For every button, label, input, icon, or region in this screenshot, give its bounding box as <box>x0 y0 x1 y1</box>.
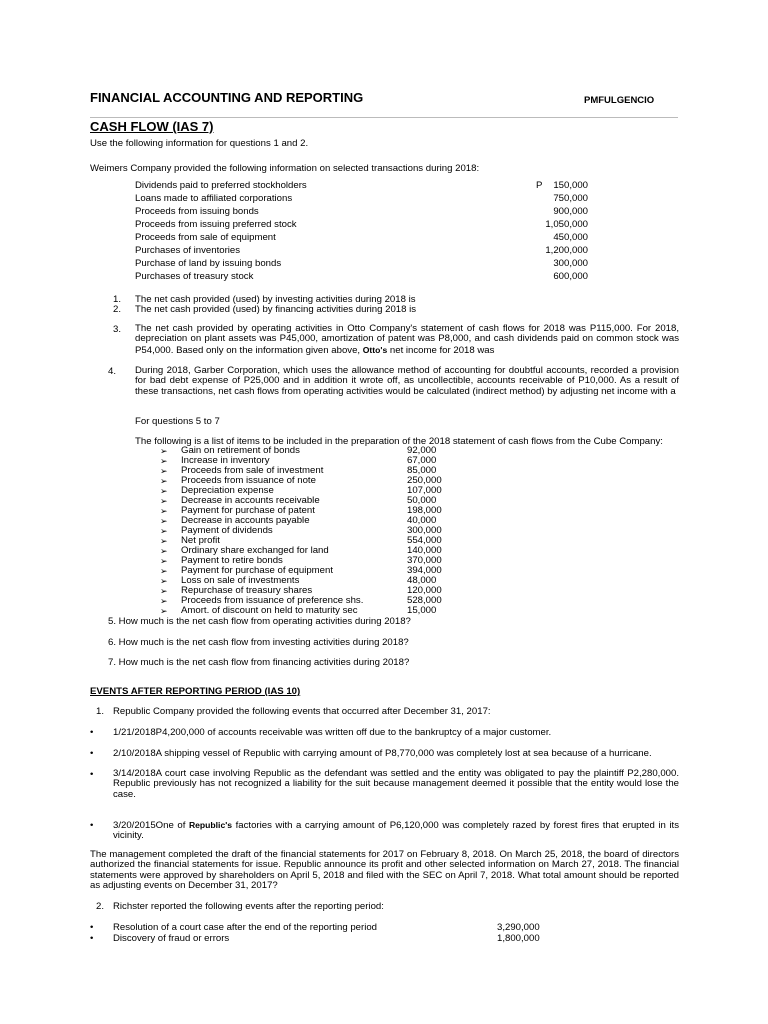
event-number: 2. <box>96 901 105 912</box>
arrow-bullet-icon: ➢ <box>160 476 168 486</box>
question-number: 2. <box>113 304 122 315</box>
cube-intro: The following is a list of items to be included in the preparation of the 2018 statement of cash flows from the Cube Company: <box>135 436 663 447</box>
arrow-bullet-icon: ➢ <box>160 556 168 566</box>
cube-item-amount: 48,000 <box>407 575 437 586</box>
event-bullet-1: 1/21/2018P4,200,000 of accounts receivable was written off due to the bankruptcy of a major customer. <box>113 727 552 738</box>
question-3-end: net income for 2018 was <box>389 344 495 356</box>
cashflow-intro: Use the following information for questions 1 and 2. <box>90 138 309 149</box>
author-name: PMFULGENCIO <box>584 95 655 106</box>
cube-item-label: Gain on retirement of bonds <box>181 445 300 456</box>
arrow-bullet-icon: ➢ <box>160 576 168 586</box>
question-3-text: The net cash provided by operating activities in Otto Company's statement of cash flows for 2018 was P115,000. For 2018, depreciation on plant assets was P45,000, amortization of patent was P8,000, and cash dividends paid on common stock was P54,000. Based only on the information given above, <box>135 323 679 356</box>
cube-item-amount: 92,000 <box>407 445 437 456</box>
question-7: 7. How much is the net cash flow from financing activities during 2018? <box>108 657 410 668</box>
cube-item-amount: 40,000 <box>407 515 437 526</box>
event-2-item-label: Discovery of fraud or errors <box>113 933 230 944</box>
questions-5-7-intro: For questions 5 to 7 <box>135 416 220 427</box>
weimers-intro: Weimers Company provided the following information on selected transactions during 2018: <box>90 163 480 174</box>
cube-item-label: Increase in inventory <box>181 455 270 466</box>
question-3 <box>135 324 679 356</box>
question-number: 3. <box>113 324 122 335</box>
transaction-amount: 450,000 <box>553 232 588 243</box>
cube-item-label: Decrease in accounts payable <box>181 515 310 526</box>
transaction-label: Purchases of inventories <box>135 245 241 256</box>
cube-item-label: Ordinary share exchanged for land <box>181 545 329 556</box>
cube-item-amount: 554,000 <box>407 535 442 546</box>
cube-item-amount: 120,000 <box>407 585 442 596</box>
cube-item-label: Proceeds from sale of investment <box>181 465 324 476</box>
cube-item-amount: 300,000 <box>407 525 442 536</box>
cube-item-label: Loss on sale of investments <box>181 575 300 586</box>
arrow-bullet-icon: ➢ <box>160 486 168 496</box>
events-heading: EVENTS AFTER REPORTING PERIOD (IAS 10) <box>90 686 301 697</box>
bullet: • <box>90 933 94 944</box>
transaction-label: Loans made to affiliated corporations <box>135 193 293 204</box>
event-bullet-2: 2/10/2018A shipping vessel of Republic with carrying amount of P8,770,000 was completely lost at sea because of a hurricane. <box>113 748 652 759</box>
transaction-label: Proceeds from issuing preferred stock <box>135 219 297 230</box>
arrow-bullet-icon: ➢ <box>160 496 168 506</box>
event-bullet-4 <box>113 820 679 842</box>
event-2-item-amount: 3,290,000 <box>497 922 540 933</box>
bullet: • <box>90 820 94 831</box>
question-6: 6. How much is the net cash flow from investing activities during 2018? <box>108 637 409 648</box>
question-4: During 2018, Garber Corporation, which uses the allowance method of accounting for doubtful accounts, recorded a provision for bad debt expense of P25,000 and in addition it wrote off, as uncollectible, accounts receivable of P10,000. As a result of these transactions, net cash flows from operating activities would be calculated (indirect method) by adjusting net income with a <box>135 365 679 397</box>
cashflow-heading: CASH FLOW (IAS 7) <box>90 119 214 134</box>
transaction-amount: 150,000 <box>553 180 588 191</box>
bullet: • <box>90 727 94 738</box>
transaction-amount: 900,000 <box>553 206 588 217</box>
cube-item-amount: 140,000 <box>407 545 442 556</box>
event-bullet-4-text: 3/20/2015One of <box>113 820 186 831</box>
transaction-label: Proceeds from sale of equipment <box>135 232 276 243</box>
cube-item-label: Repurchase of treasury shares <box>181 585 313 596</box>
cube-item-label: Proceeds from issuance of note <box>181 475 316 486</box>
cube-item-amount: 85,000 <box>407 465 437 476</box>
transaction-label: Purchases of treasury stock <box>135 271 254 282</box>
cube-item-amount: 15,000 <box>407 605 437 616</box>
arrow-bullet-icon: ➢ <box>160 526 168 536</box>
transaction-amount: 600,000 <box>553 271 588 282</box>
transaction-amount: 1,200,000 <box>545 245 588 256</box>
arrow-bullet-icon: ➢ <box>160 506 168 516</box>
transaction-amount: 1,050,000 <box>545 219 588 230</box>
event-1-intro: Republic Company provided the following events that occurred after December 31, 2017: <box>113 706 491 717</box>
cube-item-label: Amort. of discount on held to maturity sec <box>181 605 358 616</box>
arrow-bullet-icon: ➢ <box>160 596 168 606</box>
cube-item-label: Proceeds from issuance of preference shs. <box>181 595 364 606</box>
cube-item-label: Net profit <box>181 535 220 546</box>
event-bullet-4-end: factories with a carrying amount of P6,120,000 was completely razed by forest fires that erupted in its vicinity. <box>113 820 680 842</box>
document-title: FINANCIAL ACCOUNTING AND REPORTING <box>90 90 364 105</box>
arrow-bullet-icon: ➢ <box>160 456 168 466</box>
cube-item-label: Payment for purchase of equipment <box>181 565 333 576</box>
events-paragraph: The management completed the draft of the financial statements for 2017 on February 8, 2018. On March 25, 2018, the board of directors authorized the financial statements for issue. Republic announce its profit and other selected information on March 27, 2018. The financial statements were approved by shareholders on April 5, 2018 and filed with the SEC on April 7, 2018. What total amount should be reported as adjusting events on December 31, 2017? <box>90 849 679 892</box>
bullet: • <box>90 922 94 933</box>
cube-item-label: Decrease in accounts receivable <box>181 495 320 506</box>
cube-item-amount: 528,000 <box>407 595 442 606</box>
header-divider <box>90 117 678 118</box>
arrow-bullet-icon: ➢ <box>160 546 168 556</box>
cube-item-amount: 107,000 <box>407 485 442 496</box>
event-2-item-amount: 1,800,000 <box>497 933 540 944</box>
arrow-bullet-icon: ➢ <box>160 466 168 476</box>
question-number: 4. <box>108 366 117 377</box>
cube-item-amount: 250,000 <box>407 475 442 486</box>
arrow-bullet-icon: ➢ <box>160 446 168 456</box>
transaction-amount: 750,000 <box>553 193 588 204</box>
question-2: The net cash provided (used) by financing activities during 2018 is <box>135 304 417 315</box>
transaction-label: Dividends paid to preferred stockholders <box>135 180 307 191</box>
event-number: 1. <box>96 706 105 717</box>
question-5: 5. How much is the net cash flow from operating activities during 2018? <box>108 616 411 627</box>
cube-item-amount: 370,000 <box>407 555 442 566</box>
arrow-bullet-icon: ➢ <box>160 566 168 576</box>
cube-item-amount: 50,000 <box>407 495 437 506</box>
bullet: • <box>90 769 94 780</box>
cube-item-amount: 394,000 <box>407 565 442 576</box>
transaction-label: Proceeds from issuing bonds <box>135 206 259 217</box>
event-bullet-3: 3/14/2018A court case involving Republic as the defendant was settled and the entity was obligated to pay the plaintiff P2,280,000. Republic previously has not recognized a liability for the suit because management deemed it possible that the entity would lose the case. <box>113 768 679 800</box>
cube-item-label: Payment for purchase of patent <box>181 505 315 516</box>
cube-item-label: Payment of dividends <box>181 525 273 536</box>
arrow-bullet-icon: ➢ <box>160 516 168 526</box>
arrow-bullet-icon: ➢ <box>160 586 168 596</box>
transaction-amount: 300,000 <box>553 258 588 269</box>
currency-symbol: P <box>536 180 543 191</box>
arrow-bullet-icon: ➢ <box>160 536 168 546</box>
cube-item-label: Depreciation expense <box>181 485 274 496</box>
arrow-bullet-icon: ➢ <box>160 606 168 616</box>
question-3-company: Otto's <box>362 344 388 355</box>
event-2-intro: Richster reported the following events after the reporting period: <box>113 901 384 912</box>
cube-item-amount: 67,000 <box>407 455 437 466</box>
bullet: • <box>90 748 94 759</box>
question-1: The net cash provided (used) by investing activities during 2018 is <box>135 294 416 305</box>
question-number: 1. <box>113 294 122 305</box>
cube-item-label: Payment to retire bonds <box>181 555 283 566</box>
event-2-item-label: Resolution of a court case after the end of the reporting period <box>113 922 377 933</box>
event-bullet-4-company: Republic's <box>188 820 233 830</box>
cube-item-amount: 198,000 <box>407 505 442 516</box>
transaction-label: Purchase of land by issuing bonds <box>135 258 282 269</box>
